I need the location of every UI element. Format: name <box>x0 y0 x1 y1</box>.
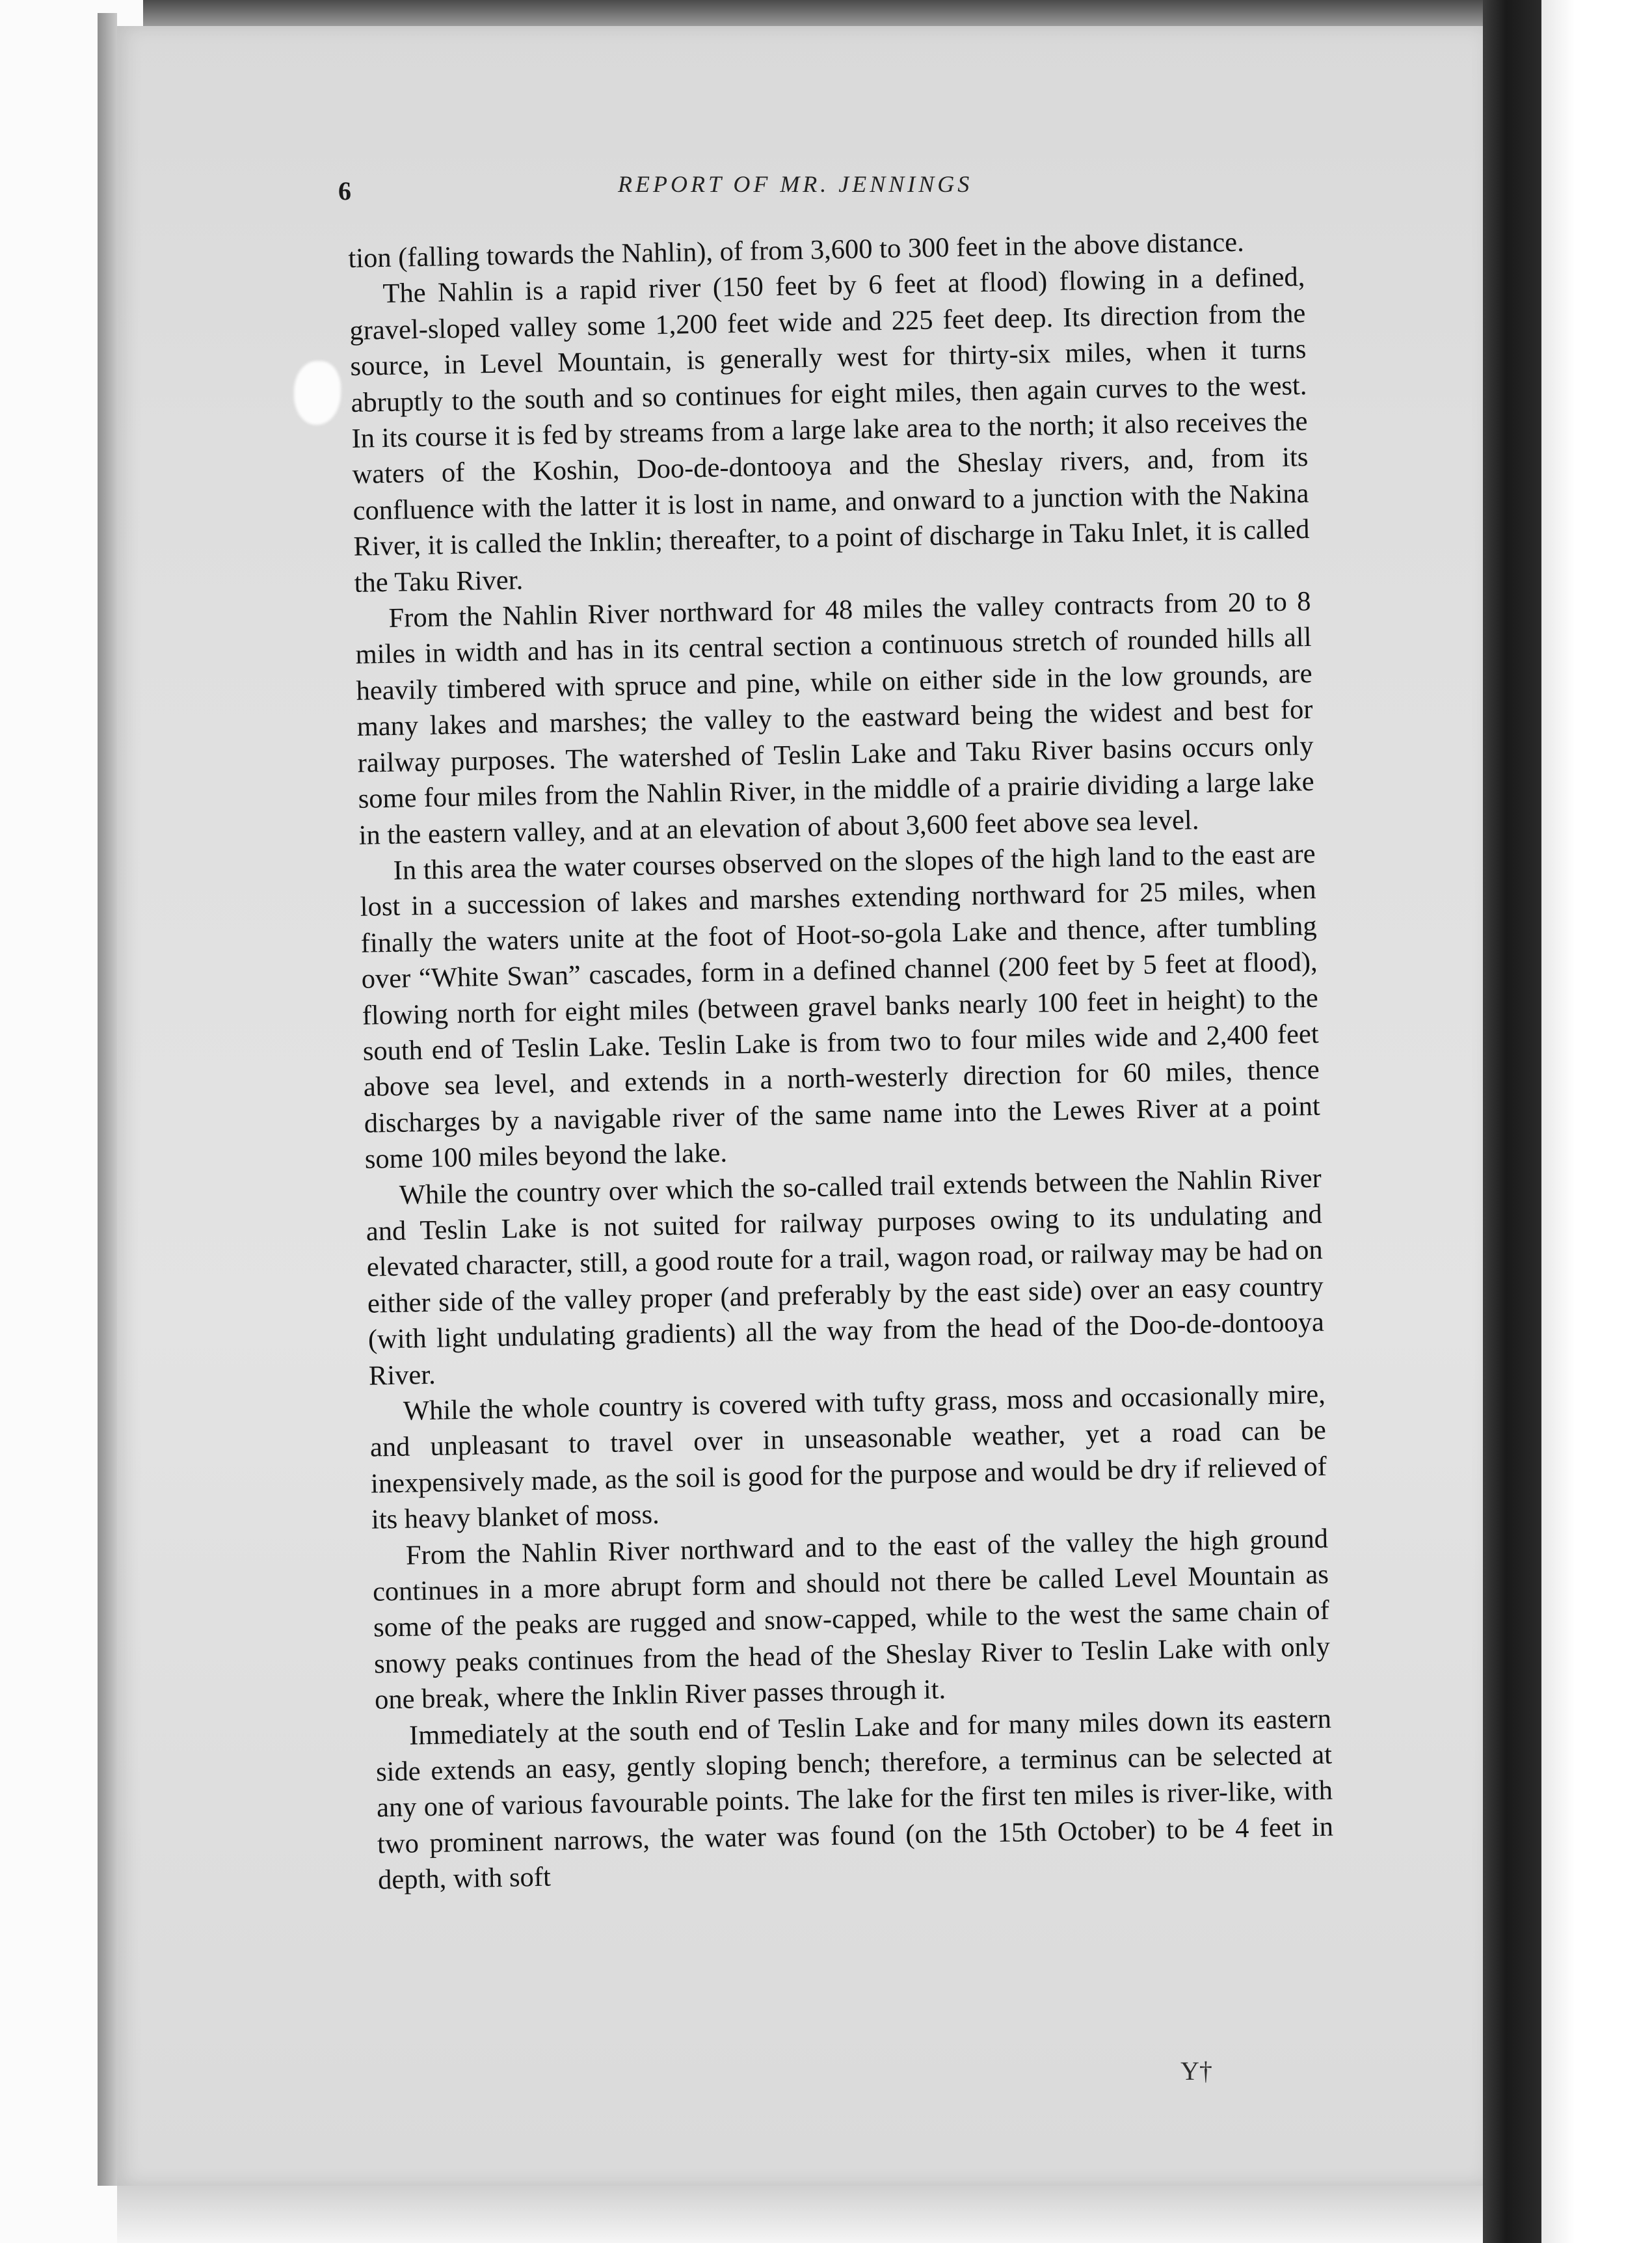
paragraph: From the Nahlin River northward for 48 miles the valley contracts from 20 to 8 miles in width and has in its central section a continuous stretch of rounded hills all heavily timbered with spruce and pine, while on either side in the low grounds, are many lakes and marshes; the valley to the eastward being the widest and best for railway purposes. The watershed of Teslin Lake and Taku River basins occurs only some four miles from the Nahlin River, in the middle of a prairie dividing a large lake in the eastern valley, and at an elevation of about 3,600 feet above sea level. <box>355 586 1314 851</box>
paragraph: From the Nahlin River northward and to the east of the valley the high ground continues in a more abrupt form and should not there be called Level Mountain as some of the peaks are rugged and snow-capped, while to the west the same chain of snowy peaks continues from the head of the Sheslay River to Teslin Lake with only one break, where the Inklin River passes through it. <box>372 1523 1331 1715</box>
paragraph: In this area the water courses observed on the slopes of the high land to the east are lost in a succession of lakes and marshes extending northward for 25 miles, when finally the waters unite at the foot of Hoot-so-gola Lake and thence, after tumbling over “White Swan” cascades, form in a defined channel (200 feet by 5 feet at flood), flowing north for eight miles (between gravel banks nearly 100 feet in height) to the south end of Teslin Lake. Teslin Lake is from two to four miles wide and 2,400 feet above sea level, and extends in a north-westerly direction for 60 miles, thence discharges by a navigable river of the same name into the Lewes River at a point some 100 miles beyond the lake. <box>360 838 1321 1175</box>
running-head-title: REPORT OF MR. JENNINGS <box>618 171 973 197</box>
paper-blemish <box>294 361 341 425</box>
page-number: 6 <box>338 176 351 206</box>
page-left-edge <box>98 13 117 2186</box>
bottom-printer-mark: Y† <box>1180 2056 1212 2086</box>
body-text <box>348 223 1334 1898</box>
facing-page-edge <box>1541 0 1652 2243</box>
paragraph: The Nahlin is a rapid river (150 feet by 6 feet at flood) flowing in a defined, gravel-sloped valley some 1,200 feet wide and 225 feet deep. Its direction from the source, in Level Mountain, is generally west for thirty-six miles, when it turns abruptly to the south and so continues for eight miles, then again curves to the west. In its course it is fed by streams from a large lake area to the north; it also receives the waters of the Koshin, Doo-de-dontooya and the Sheslay rivers, and, from its confluence with the latter it is lost in name, and onward to a junction with the Nakina River, it is called the Inklin; thereafter, to a point of discharge in Taku Inlet, it is called the Taku River. <box>349 262 1310 598</box>
page-bottom-edge <box>117 2186 1483 2243</box>
paragraph: tion (falling towards the Nahlin), of from 3,600 to 300 feet in the above distance. <box>348 226 1245 274</box>
paragraph: While the country over which the so-called trail extends between the Nahlin River and Teslin Lake is not suited for railway purposes owing to its undulating and elevated character, still, a good route for a trail, wagon road, or railway may be had on either side of the valley proper (and preferably by the east side) over an easy country (with light undulating gradients) all the way from the head of the Doo-de-dontooya River. <box>366 1162 1325 1391</box>
paragraph: While the whole country is covered with tufty grass, moss and occasionally mire, and unpleasant to travel over in unseasonable weather, yet a road can be inexpensively made, as the soil is good for the purpose and would be dry if relieved of its heavy blanket of moss. <box>369 1378 1327 1535</box>
book-spine-shadow <box>1483 0 1541 2243</box>
paragraph: Immediately at the south end of Teslin Lake and for many miles down its eastern side extends an easy, gently sloping bench; therefore, a terminus can be selected at any one of various favourable points. The lake for the first ten miles is river-like, with two prominent narrows, the water was found (on the 15th October) to be 4 feet in depth, with soft <box>375 1703 1334 1896</box>
page-top-shadow <box>143 0 1496 26</box>
